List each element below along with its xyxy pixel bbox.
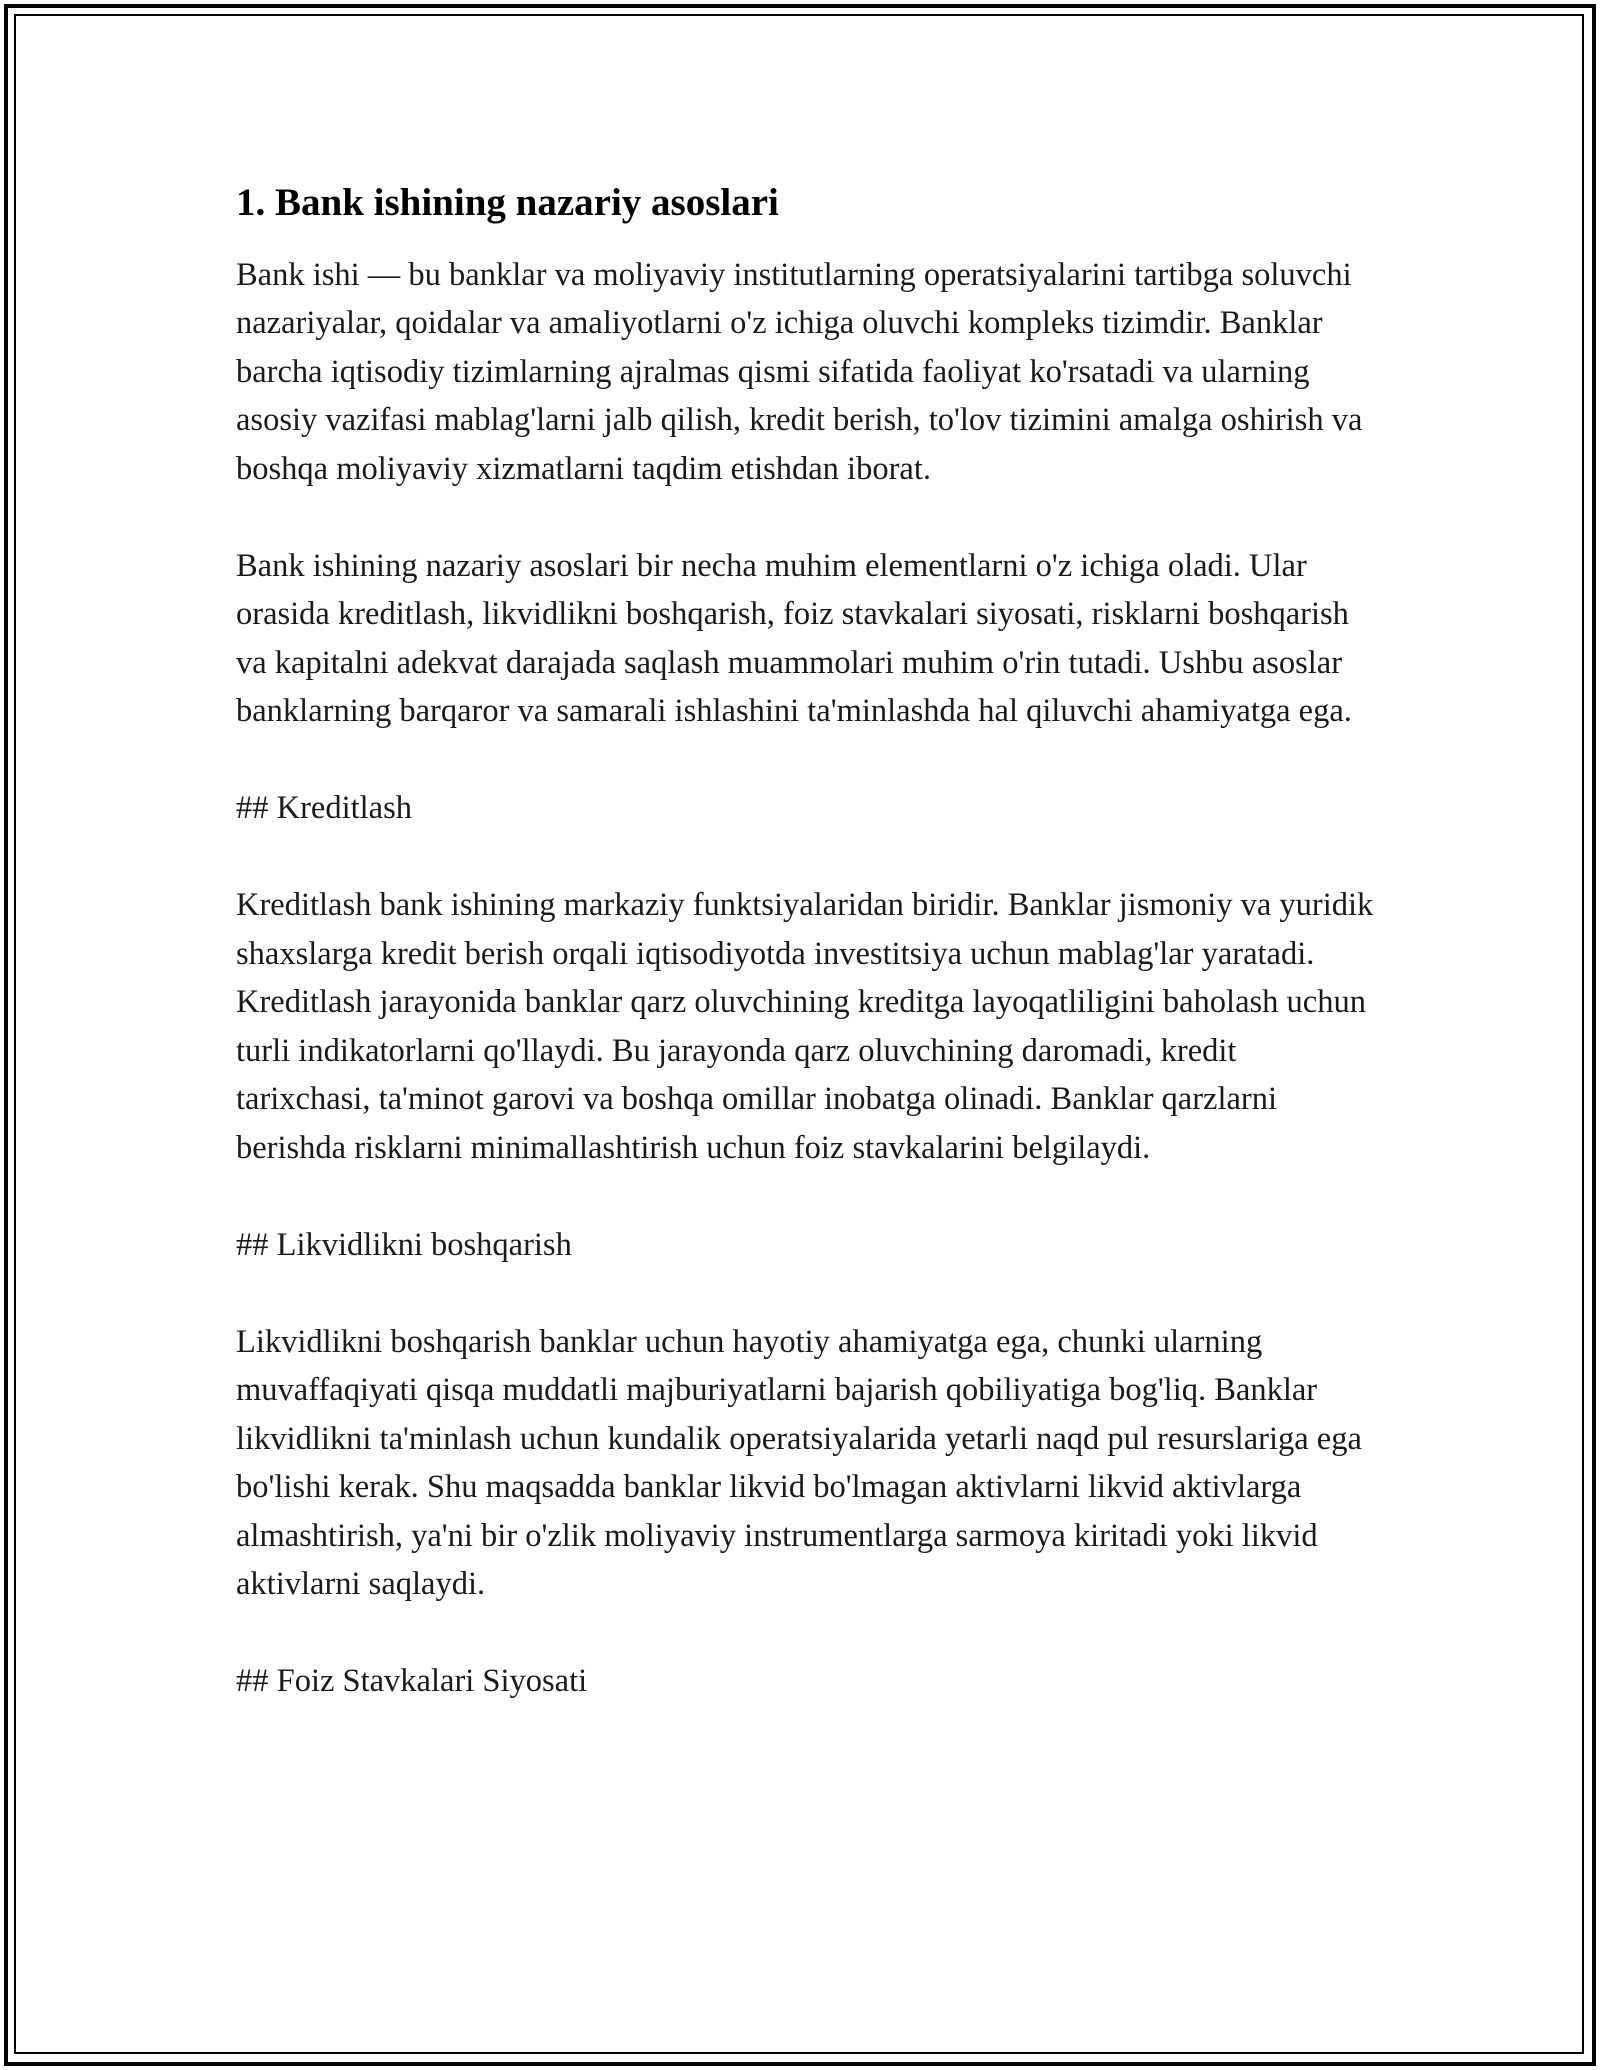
paragraph-intro: Bank ishi — bu banklar va moliyaviy institutlarning operatsiyalarini tartibga soluvchi nazariyalar, qoidalar va amaliyotlarni o'z ichiga oluvchi kompleks tizimdir. Banklar barcha iqtisodiy tizimlarning ajralmas qismi sifatida faoliyat ko'rsatadi va ularning asosiy vazifasi mablag'larni jalb qilish, kredit berish, to'lov tizimini amalga oshirish va boshqa moliyaviy xizmatlarni taqdim etishdan iborat. <box>236 256 1363 487</box>
section-heading-kreditlash: ## Kreditlash <box>236 790 413 827</box>
document-title: 1. Bank ishining nazariy asoslari <box>236 181 779 224</box>
paragraph-kreditlash: Kreditlash bank ishining markaziy funktsiyalaridan biridir. Banklar jismoniy va yuridik shaxslarga kredit berish orqali iqtisodiyotda investitsiya uchun mablag'lar yaratadi. Kreditlash jarayonida banklar qarz oluvchining kreditga layoqatliligini baholash uchun turli indikatorlarni qo'llaydi. Bu jarayonda qarz oluvchining daromadi, kredit tarixchasi, ta'minot garovi va boshqa omillar inobatga olinadi. Banklar qarzlarni berishda risklarni minimallashtirish uchun foiz stavkalarini belgilaydi. <box>236 887 1374 1166</box>
paragraph-foundations: Bank ishining nazariy asoslari bir necha muhim elementlarni o'z ichiga oladi. Ular orasida kreditlash, likvidlikni boshqarish, foiz stavkalari siyosati, risklarni boshqarish va kapitalni adekvat darajada saqlash muammolari muhim o'rin tutadi. Ushbu asoslar banklarning barqaror va samarali ishlashini ta'minlashda hal qiluvchi ahamiyatga ega. <box>236 547 1352 730</box>
section-heading-foiz: ## Foiz Stavkalari Siyosati <box>236 1663 588 1700</box>
section-heading-likvidlik: ## Likvidlikni boshqarish <box>236 1226 572 1263</box>
paragraph-likvidlik: Likvidlikni boshqarish banklar uchun hayotiy ahamiyatga ega, chunki ularning muvaffaqiyati qisqa muddatli majburiyatlarni bajarish qobiliyatiga bog'liq. Banklar likvidlikni ta'minlash uchun kundalik operatsiyalarida yetarli naqd pul resurslariga ega bo'lishi kerak. Shu maqsadda banklar likvid bo'lmagan aktivlarni likvid aktivlarga almashtirish, ya'ni bir o'zlik moliyaviy instrumentlarga sarmoya kiritadi yoki likvid aktivlarni saqlaydi. <box>236 1323 1362 1603</box>
document-body <box>236 180 1376 1706</box>
